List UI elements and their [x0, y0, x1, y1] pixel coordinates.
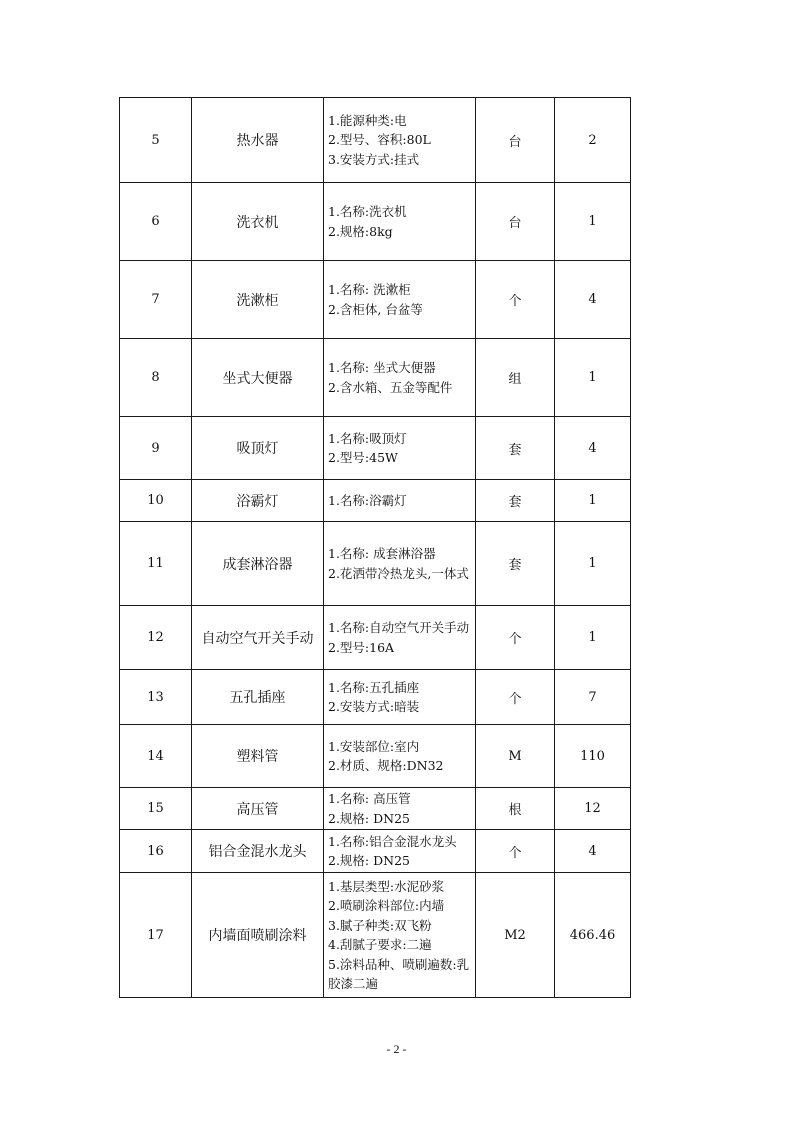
item-name: 高压管: [192, 788, 324, 830]
item-name: 热水器: [192, 98, 324, 183]
item-features: [324, 725, 476, 788]
item-unit: M2: [476, 873, 555, 998]
feature-line: 2.型号:45W: [328, 450, 398, 465]
feature-line: 2.型号、容积:80L: [328, 132, 431, 148]
feature-line: 2.花洒带冷热龙头,一体式: [328, 565, 469, 581]
table-row: [120, 606, 631, 670]
feature-line: 2.喷刷涂料部位:内墙: [328, 898, 445, 913]
item-features: [324, 98, 476, 183]
item-quantity: 466.46: [555, 873, 631, 998]
table-row: [120, 670, 631, 725]
item-name: 洗漱柜: [192, 261, 324, 339]
item-number: 17: [120, 873, 192, 998]
item-number: 5: [120, 98, 192, 183]
table-row: [120, 480, 631, 522]
table-row: [120, 417, 631, 480]
item-unit: 根: [476, 788, 555, 830]
feature-line: 2.规格:8kg: [328, 223, 393, 239]
feature-line: 5.涂料品种、喷刷遍数:乳胶漆二遍: [328, 956, 470, 991]
table-row: [120, 261, 631, 339]
item-number: 15: [120, 788, 192, 830]
item-name: 吸顶灯: [192, 417, 324, 480]
table-row: [120, 725, 631, 788]
feature-line: 1.名称: 成套淋浴器: [328, 546, 436, 561]
feature-line: 2.规格: DN25: [328, 810, 410, 826]
item-unit: M: [476, 725, 555, 788]
feature-line: 1.名称: 高压管: [328, 791, 411, 806]
feature-line: 3.安装方式:挂式: [328, 151, 420, 167]
item-name: 五孔插座: [192, 670, 324, 725]
feature-line: 1.名称: 坐式大便器: [328, 360, 436, 375]
item-unit: 台: [476, 183, 555, 261]
item-quantity: 4: [555, 417, 631, 480]
item-quantity: 4: [555, 830, 631, 873]
feature-line: 2.材质、规格:DN32: [328, 758, 444, 773]
table-row: [120, 830, 631, 873]
item-number: 9: [120, 417, 192, 480]
item-number: 16: [120, 830, 192, 873]
item-unit: 个: [476, 606, 555, 670]
item-quantity: 1: [555, 606, 631, 670]
item-features: [324, 670, 476, 725]
item-features: [324, 788, 476, 830]
item-number: 11: [120, 522, 192, 606]
item-features: [324, 873, 476, 998]
feature-line: 1.名称:自动空气开关手动: [328, 620, 470, 635]
feature-line: 1.名称:浴霸灯: [328, 492, 407, 508]
item-number: 12: [120, 606, 192, 670]
feature-line: 4.刮腻子要求:二遍: [328, 937, 432, 952]
item-quantity: 2: [555, 98, 631, 183]
feature-line: 2.含柜体, 台盆等: [328, 301, 423, 317]
item-features: [324, 480, 476, 522]
feature-line: 2.规格: DN25: [328, 853, 410, 868]
item-unit: 组: [476, 339, 555, 417]
table-row: [120, 522, 631, 606]
item-name: 塑料管: [192, 725, 324, 788]
item-features: [324, 830, 476, 873]
feature-line: 3.腻子种类:双飞粉: [328, 917, 432, 933]
item-quantity: 12: [555, 788, 631, 830]
item-name: 洗衣机: [192, 183, 324, 261]
item-name: 铝合金混水龙头: [192, 830, 324, 873]
feature-line: 2.含水箱、五金等配件: [328, 379, 453, 395]
table-row: [120, 98, 631, 183]
item-unit: 套: [476, 417, 555, 480]
item-name: 浴霸灯: [192, 480, 324, 522]
feature-line: 1.名称: 洗漱柜: [328, 282, 411, 297]
item-features: [324, 183, 476, 261]
item-features: [324, 261, 476, 339]
item-number: 8: [120, 339, 192, 417]
feature-line: 2.安装方式:暗装: [328, 699, 420, 714]
item-quantity: 1: [555, 339, 631, 417]
item-number: 10: [120, 480, 192, 522]
item-name: 坐式大便器: [192, 339, 324, 417]
page-number: - 2 -: [386, 1042, 407, 1056]
feature-line: 1.名称:铝合金混水龙头: [328, 833, 457, 849]
item-unit: 个: [476, 830, 555, 873]
item-name: 内墙面喷刷涂料: [192, 873, 324, 998]
item-number: 6: [120, 183, 192, 261]
feature-line: 1.名称:吸顶灯: [328, 430, 407, 446]
item-quantity: 1: [555, 480, 631, 522]
feature-line: 1.名称:五孔插座: [328, 679, 420, 695]
table-row: [120, 339, 631, 417]
item-quantity: 4: [555, 261, 631, 339]
item-features: [324, 339, 476, 417]
item-features: [324, 606, 476, 670]
feature-line: 1.能源种类:电: [328, 112, 407, 128]
item-quantity: 1: [555, 522, 631, 606]
bill-of-quantities-table: [119, 97, 631, 998]
item-number: 7: [120, 261, 192, 339]
item-quantity: 110: [555, 725, 631, 788]
table-row: [120, 788, 631, 830]
item-unit: 个: [476, 261, 555, 339]
item-number: 14: [120, 725, 192, 788]
item-name: 成套淋浴器: [192, 522, 324, 606]
item-unit: 台: [476, 98, 555, 183]
item-name: 自动空气开关手动: [192, 606, 324, 670]
item-features: [324, 417, 476, 480]
item-features: [324, 522, 476, 606]
item-unit: 套: [476, 480, 555, 522]
feature-line: 1.基层类型:水泥砂浆: [328, 878, 445, 894]
item-unit: 个: [476, 670, 555, 725]
feature-line: 1.名称:洗衣机: [328, 204, 407, 219]
table-row: [120, 183, 631, 261]
table-row: [120, 873, 631, 998]
feature-line: 2.型号:16A: [328, 639, 395, 655]
item-quantity: 7: [555, 670, 631, 725]
item-number: 13: [120, 670, 192, 725]
feature-line: 1.安装部位:室内: [328, 738, 420, 754]
item-unit: 套: [476, 522, 555, 606]
item-quantity: 1: [555, 183, 631, 261]
